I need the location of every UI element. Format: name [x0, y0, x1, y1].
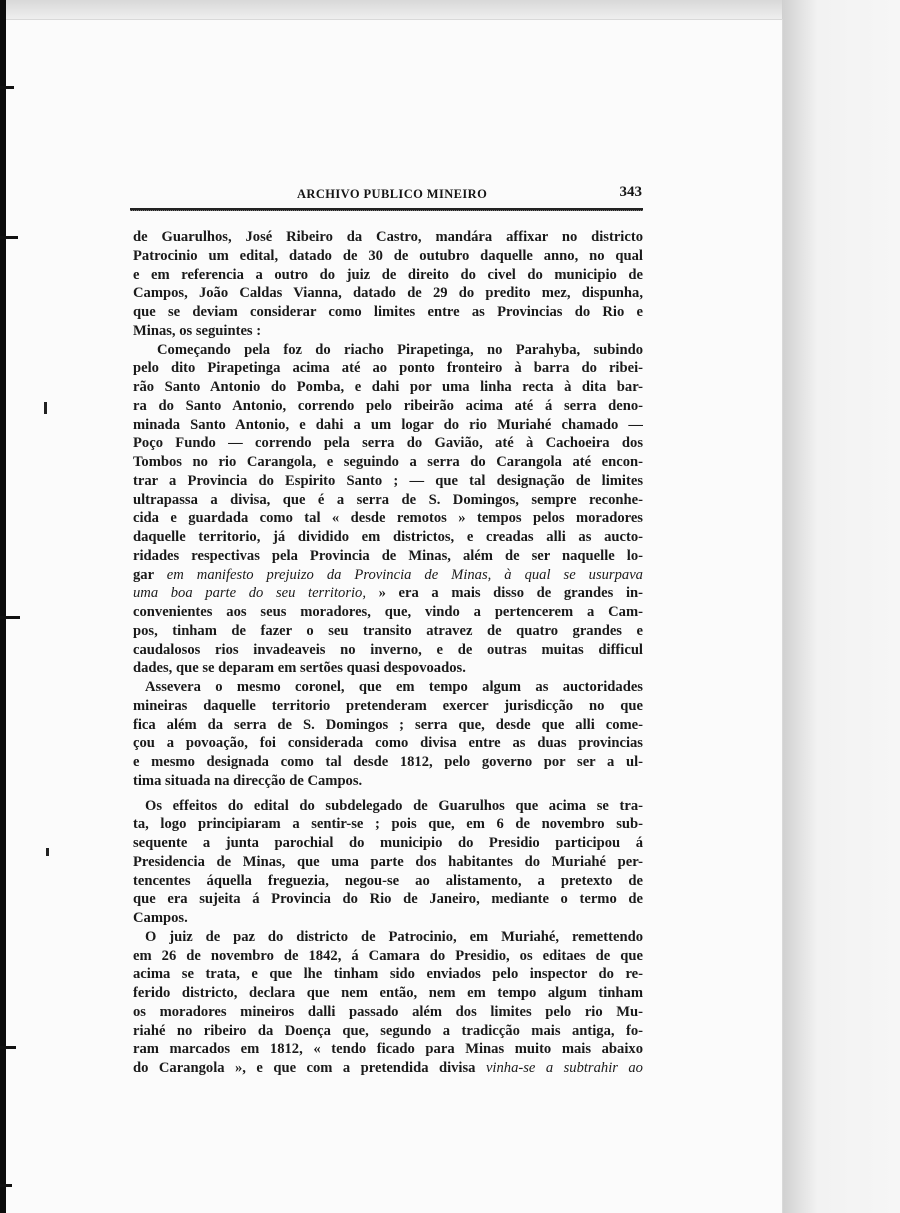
- text-line: ra do Santo Antonio, correndo pelo ribeirão acima até á serra deno-: [133, 397, 643, 414]
- text-line: Campos, João Caldas Vianna, datado de 29 do predito mez, dispunha,: [133, 285, 643, 302]
- text-line: ta, logo principiaram a sentir-se ; pois que, em 6 de novembro sub-: [133, 816, 643, 833]
- text-line: mineiras daquelle territorio pretenderam exercer jurisdicção no que: [133, 697, 643, 714]
- text-line: O juiz de paz do districto de Patrocinio, em Muriahé, remettendo: [145, 928, 643, 945]
- text-line: tima situada na direcção de Campos.: [133, 772, 363, 789]
- text-line: que se deviam considerar como limites entre as Provincias do Rio e: [133, 304, 643, 320]
- text-line: cida e guardada como tal « desde remotos » tempos pelos moradores: [133, 510, 643, 527]
- text-line: ridades respectivas pela Provincia de Minas, além de ser naquelle lo-: [133, 547, 643, 564]
- body-text: [133, 228, 643, 1078]
- running-head: [132, 184, 642, 206]
- text-line: çou a povoação, foi considerada como divisa entre as duas provincias: [133, 735, 643, 752]
- text-line: Minas, os seguintes :: [133, 322, 262, 339]
- margin-tick: [0, 616, 20, 619]
- margin-tick: [0, 1046, 16, 1049]
- header-rule: [130, 208, 643, 211]
- text-line: ram marcados em 1812, « tendo ficado para Minas muito mais abaixo: [133, 1041, 643, 1058]
- text-line: acima se trata, e que lhe tinham sido enviados pelo inspector do re-: [133, 966, 643, 983]
- scan-right-margin: [782, 0, 900, 1213]
- text-line: caudalosos rios invadeaveis no inverno, e de outras muitas difficul: [133, 641, 643, 658]
- text-line: em 26 de novembro de 1842, á Camara do Presidio, os editaes de que: [133, 947, 643, 964]
- text-line: riahé no ribeiro da Doença que, segundo a tradicção mais antiga, fo-: [133, 1022, 643, 1039]
- italic-segment: vinha-se a subtrahir ao: [485, 1060, 643, 1076]
- text-line: rão Santo Antonio do Pomba, e dahi por uma linha recta à dita bar-: [133, 379, 643, 395]
- text-line: ferido districto, declara que nem então, nem em tempo algum tinham: [133, 985, 643, 1001]
- text-line: Presidencia de Minas, que uma parte dos habitantes do Muriahé per-: [133, 853, 643, 870]
- text-segment: gar: [133, 566, 167, 583]
- text-line: Tombos no rio Carangola, e seguindo a serra do Carangola até encon-: [133, 454, 643, 470]
- running-head-title: ARCHIVO PUBLICO MINEIRO: [297, 187, 488, 201]
- text-line: e mesmo designada como tal desde 1812, pelo governo por ser a ul-: [133, 754, 643, 770]
- text-line: [133, 566, 643, 585]
- scan-top-shadow: [6, 0, 900, 20]
- text-segment: » era a mais disso de grandes in-: [366, 585, 643, 602]
- text-line: dades, que se deparam em sertões quasi despovoados.: [133, 660, 466, 677]
- text-line: convenientes aos seus moradores, que, vindo a pertencerem a Cam-: [133, 604, 643, 620]
- text-line: Poço Fundo — correndo pela serra do Gavião, até à Cachoeira dos: [133, 435, 643, 452]
- text-line: minada Santo Antonio, e dahi a um logar do rio Muriahé chamado —: [133, 416, 643, 433]
- text-line: [133, 584, 643, 603]
- margin-speck: [46, 848, 49, 856]
- text-line: pelo dito Pirapetinga acima até ao ponto fronteiro à barra do ribei-: [133, 360, 643, 377]
- text-line: trar a Provincia do Espirito Santo ; — que tal designação de limites: [133, 472, 643, 489]
- margin-tick: [0, 86, 14, 89]
- text-line: Assevera o mesmo coronel, que em tempo algum as auctoridades: [145, 679, 643, 695]
- text-line: Os effeitos do edital do subdelegado de Guarulhos que acima se tra-: [145, 797, 643, 814]
- text-line: daquelle territorio, já dividido em districtos, e creadas alli as aucto-: [133, 529, 643, 545]
- text-line: e em referencia a outro do juiz de direito do civel do municipio de: [133, 266, 643, 283]
- margin-tick: [0, 236, 18, 239]
- text-line: Patrocinio um edital, datado de 30 de outubro daquelle anno, no qual: [133, 247, 643, 264]
- text-segment: do Carangola », e que com a pretendida divisa: [133, 1060, 486, 1076]
- text-line: ultrapassa a divisa, que é a serra de S. Domingos, sempre reconhe-: [133, 491, 643, 508]
- text-line: fica além da serra de S. Domingos ; serra que, desde que alli come-: [133, 716, 643, 733]
- text-line: pos, tinham de fazer o seu transito atravez de quatro grandes e: [133, 622, 643, 639]
- margin-tick: [0, 1184, 12, 1187]
- text-line: sequente a junta parochial do municipio do Presidio participou á: [133, 835, 643, 851]
- text-line: Campos.: [133, 910, 188, 926]
- italic-segment: em manifesto prejuizo da Provincia de Minas, à qual se usurpava: [166, 566, 643, 583]
- text-line: de Guarulhos, José Ribeiro da Castro, mandára affixar no districto: [133, 229, 643, 245]
- text-line: Começando pela foz do riacho Pirapetinga, no Parahyba, subindo: [157, 341, 643, 358]
- italic-segment: uma boa parte do seu territorio,: [133, 585, 366, 602]
- text-line: que era sujeita á Provincia do Rio de Janeiro, mediante o termo de: [133, 891, 643, 908]
- margin-speck: [44, 402, 47, 414]
- page-number: 343: [619, 184, 642, 200]
- text-line: os moradores mineiros dalli passado além dos limites pelo rio Mu-: [133, 1003, 643, 1020]
- binding-edge: [0, 0, 6, 1213]
- text-line: [133, 1059, 643, 1078]
- text-line: tencentes áquella freguezia, negou-se ao alistamento, a pretexto de: [133, 872, 643, 889]
